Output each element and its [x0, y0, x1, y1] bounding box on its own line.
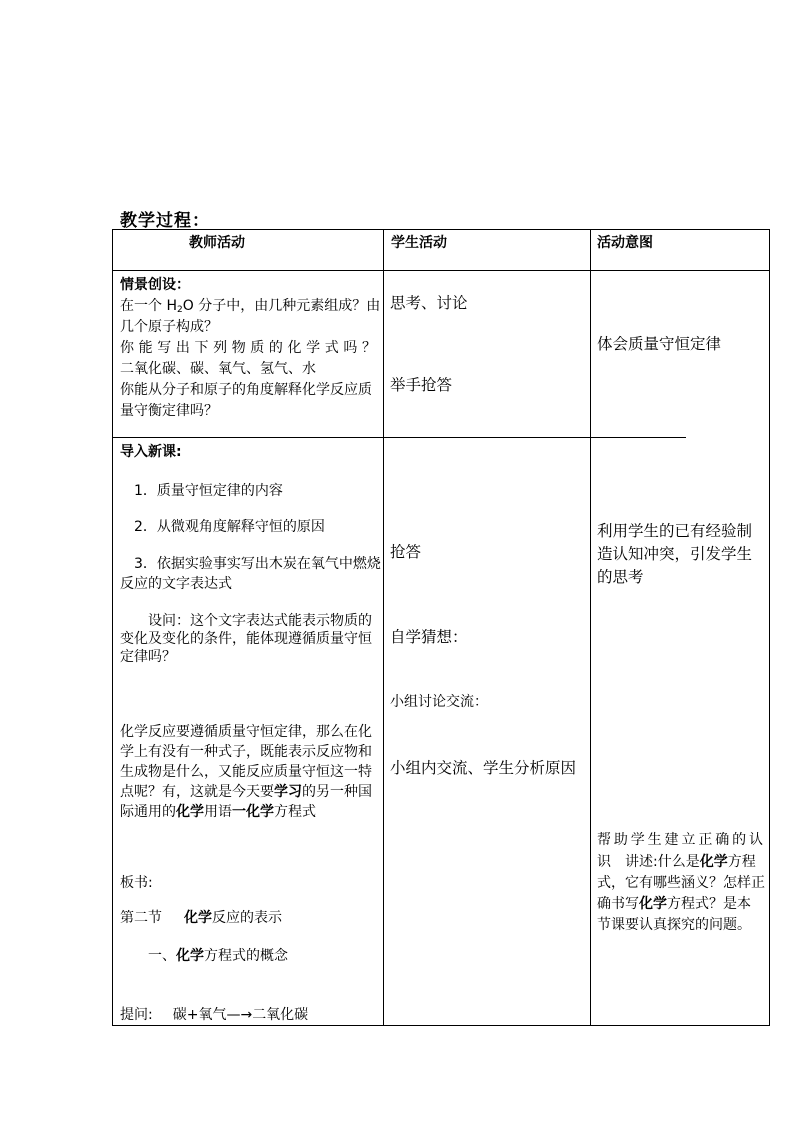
newlesson-item-2: 2．从微观角度解释守恒的原因	[134, 519, 325, 535]
scenario-substances: 二氧化碳、碳、氧气、氢气、水	[120, 361, 316, 377]
newlesson-intent-2-line-2: 识 讲述:什么是化学方程	[597, 854, 756, 870]
newlesson-intent-1-line-3: 的思考	[597, 568, 644, 586]
newlesson-item-1: 1．质量守恒定律的内容	[134, 483, 283, 499]
newlesson-student-group-discussion: 小组讨论交流：	[390, 694, 488, 710]
newlesson-paragraph-line-5: 际通用的化学用语一化学方程式	[120, 804, 316, 820]
header-teacher-activity: 教师活动	[189, 235, 245, 251]
newlesson-section-title: 第二节 化学反应的表示	[120, 910, 282, 926]
scenario-question-3-cont: 量守衡定律吗？	[120, 403, 218, 419]
newlesson-paragraph-line-4: 点呢？有，这就是今天要学习的另一种国	[120, 784, 372, 800]
header-row-divider	[113, 270, 769, 271]
lesson-process-table	[112, 229, 770, 1026]
newlesson-intent-1-line-1: 利用学生的已有经验制	[597, 522, 753, 540]
newlesson-set-question-cont-2: 定律吗？	[120, 649, 176, 665]
newlesson-intent-2-line-3: 式，它有哪些涵义？怎样正	[597, 875, 765, 891]
newlesson-intent-2-line-5: 节课要认真探究的问题。	[597, 917, 751, 933]
scenario-question-1-cont: 几个原子构成？	[120, 319, 218, 335]
newlesson-board-label: 板书:	[120, 875, 153, 891]
newlesson-intent-1-line-2: 造认知冲突，引发学生	[597, 545, 753, 563]
header-student-activity: 学生活动	[391, 235, 447, 251]
newlesson-student-answer: 抢答	[390, 543, 422, 561]
newlesson-paragraph-line-2: 学上有没有一种式子，既能表示反应物和	[120, 744, 372, 760]
newlesson-paragraph-line-3: 生成物是什么，又能反应质量守恒这一特	[120, 764, 372, 780]
newlesson-ask-equation: 提问: 碳+氧气—→二氧化碳	[120, 1007, 309, 1023]
newlesson-intent-2-line-4: 确书写化学方程式？是本	[597, 896, 751, 912]
header-activity-intent: 活动意图	[597, 235, 653, 251]
newlesson-item-3-cont: 反应的文字表达式	[120, 576, 232, 592]
scenario-student-think: 思考、讨论	[390, 294, 468, 312]
newlesson-student-analysis: 小组内交流、学生分析原因	[390, 759, 577, 777]
column-divider-1	[383, 230, 384, 1025]
scenario-intent: 体会质量守恒定律	[597, 335, 722, 353]
newlesson-heading: 导入新课:	[120, 444, 182, 460]
scenario-row-divider	[113, 437, 686, 438]
scenario-question-3: 你能从分子和原子的角度解释化学反应质	[120, 382, 372, 398]
scenario-question-2: 你能写出下列物质的化学式吗？	[120, 340, 376, 356]
column-divider-2	[590, 230, 591, 1025]
newlesson-student-guess: 自学猜想：	[390, 628, 468, 646]
scenario-heading: 情景创设：	[120, 277, 190, 293]
scenario-student-answer: 举手抢答	[390, 376, 453, 394]
newlesson-item-3: 3．依据实验事实写出木炭在氧气中燃烧	[134, 556, 381, 572]
newlesson-paragraph-line-1: 化学反应要遵循质量守恒定律，那么在化	[120, 724, 372, 740]
newlesson-set-question-cont-1: 变化及变化的条件，能体现遵循质量守恒	[120, 631, 372, 647]
newlesson-intent-2-line-1: 帮助学生建立正确的认	[597, 832, 763, 848]
arrow-right-icon: —→	[226, 1007, 253, 1023]
newlesson-set-question: 设问：这个文字表达式能表示物质的	[148, 613, 372, 629]
scenario-question-1: 在一个 $H_2O$ 分子中，由几种元素组成？由	[120, 298, 381, 315]
page-title: 教学过程：	[120, 211, 210, 231]
newlesson-concept-heading: 一、化学方程式的概念	[148, 948, 288, 964]
